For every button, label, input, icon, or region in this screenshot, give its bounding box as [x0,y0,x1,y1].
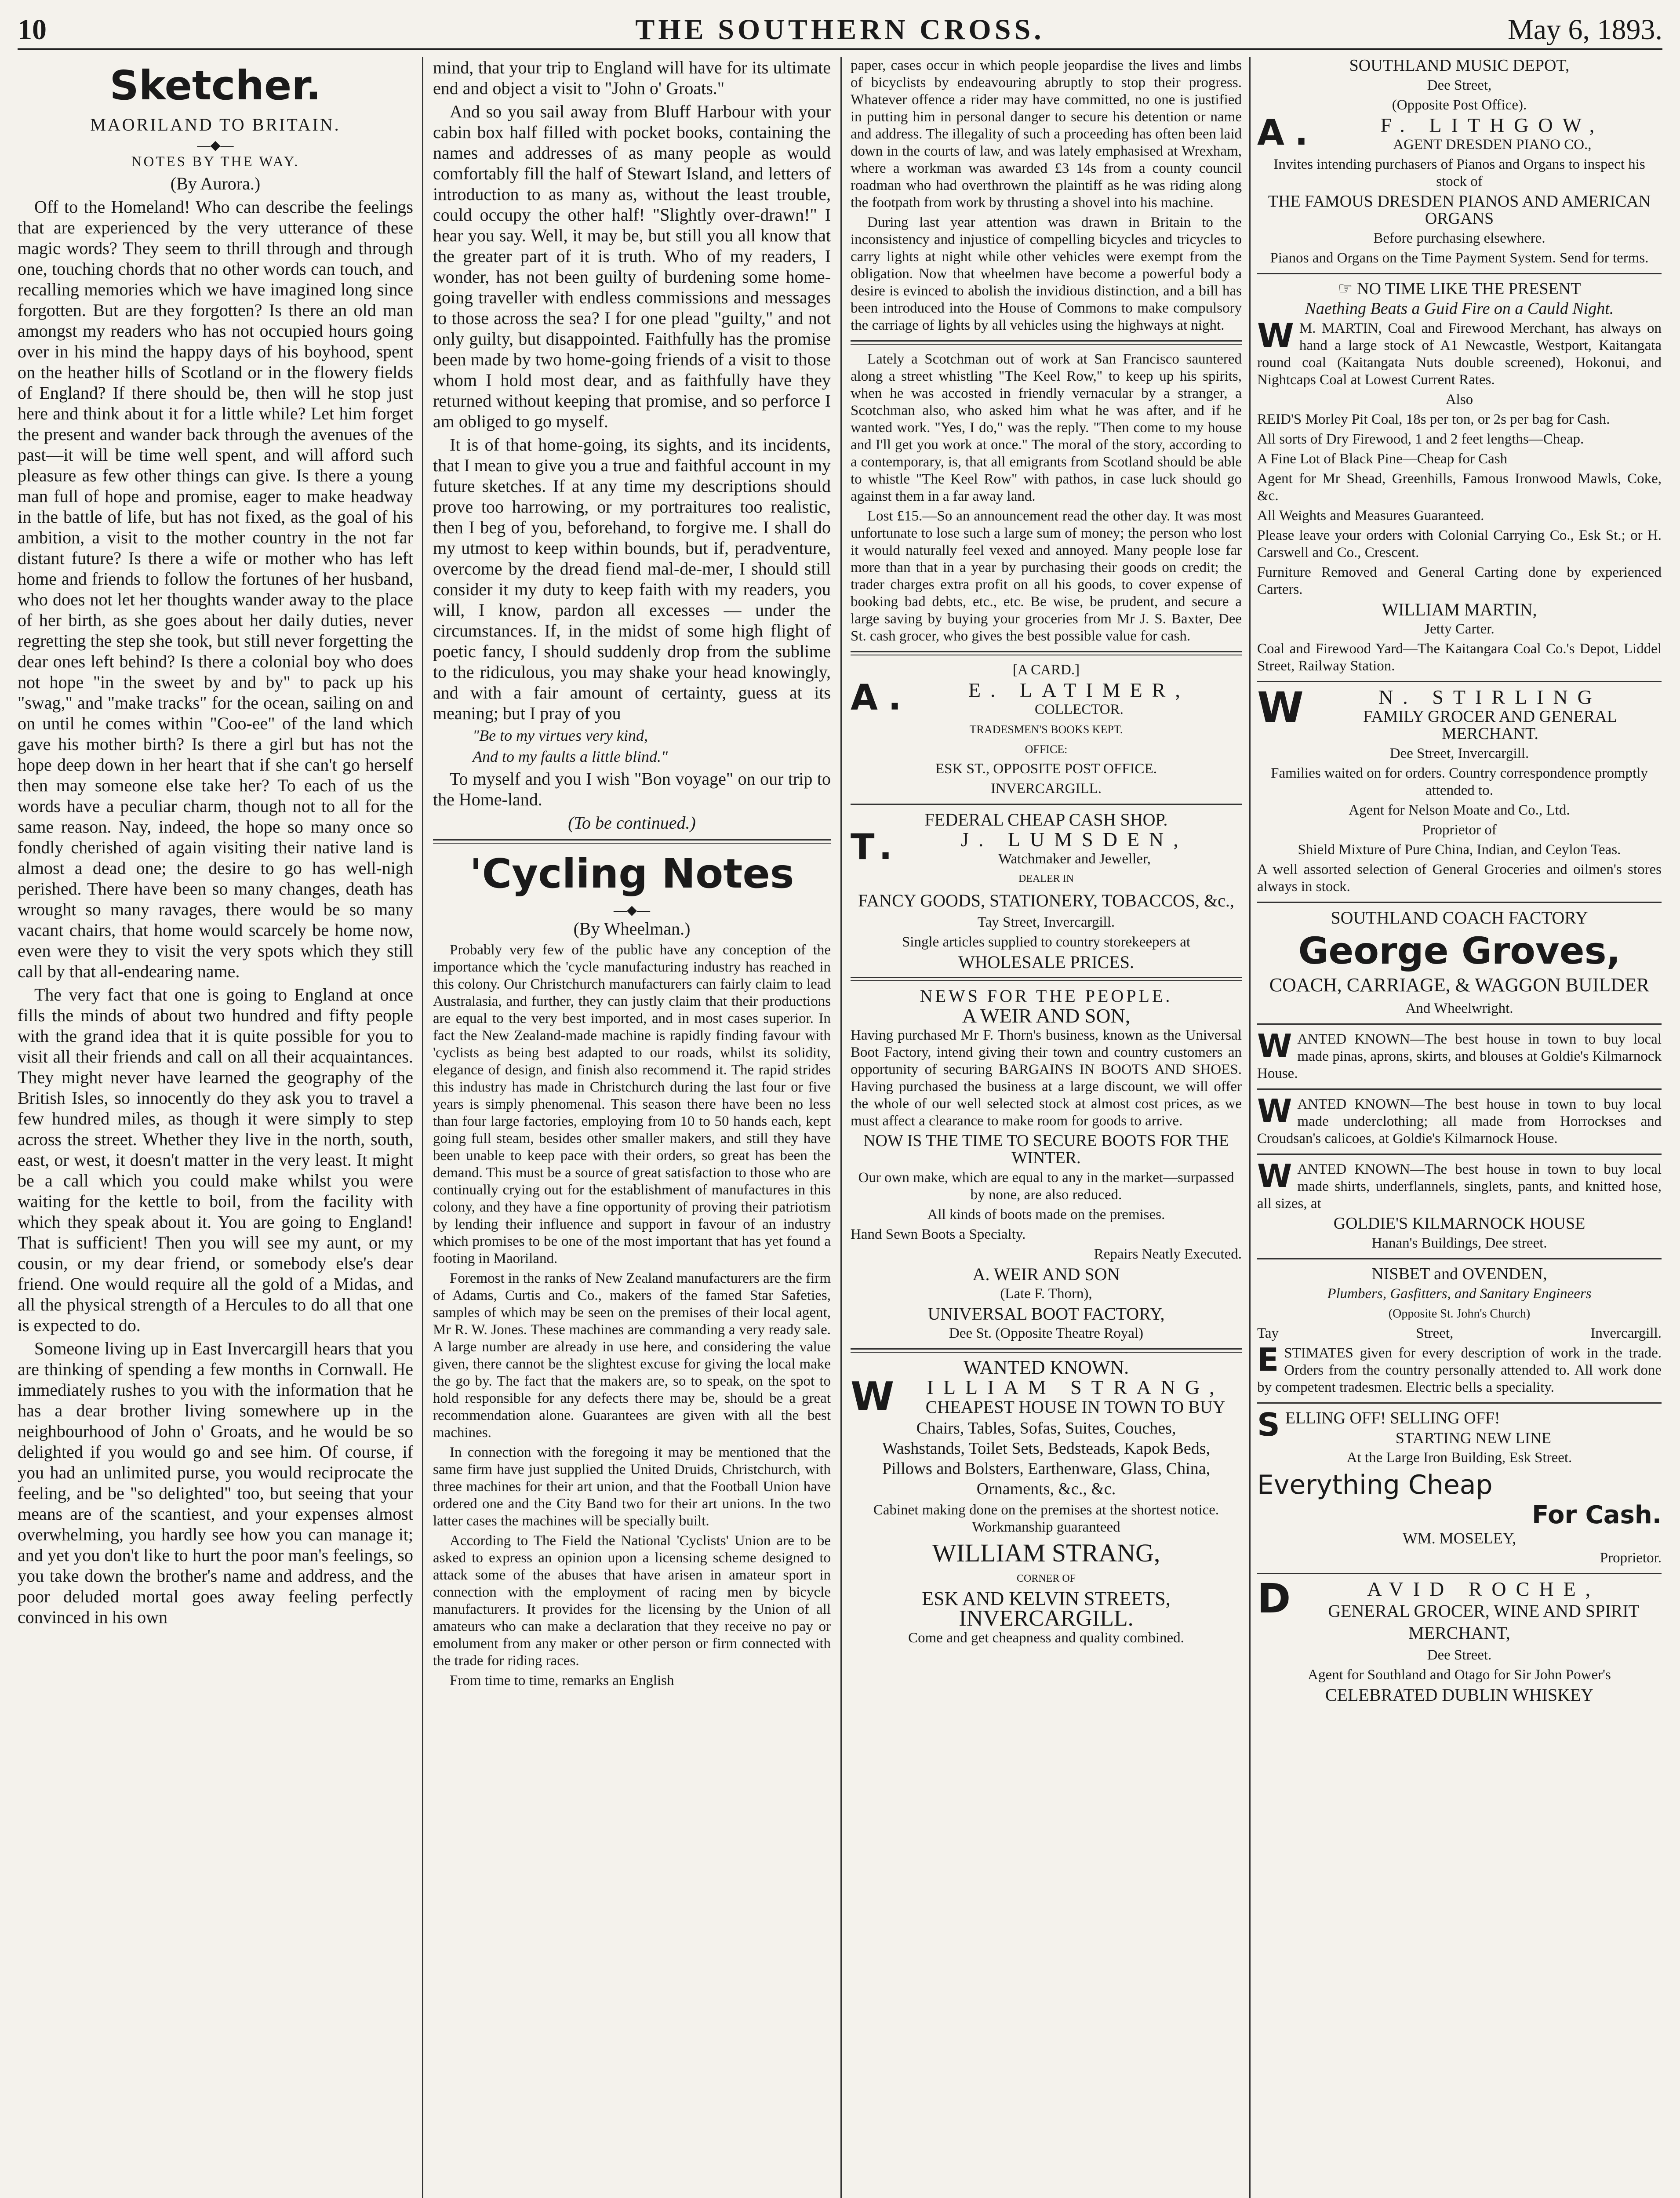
article-title: MAORILAND TO BRITAIN. [90,115,341,135]
ad-line: Please leave your orders with Colonial Carrying Co., Esk St.; or H. Carswell and Co., Crescent. [1257,528,1662,560]
column-rule [1249,57,1251,2198]
divider [1257,1258,1662,1259]
ad-trade: COACH, CARRIAGE, & WAGGON BUILDER [1269,974,1650,996]
ad-body: ANTED KNOWN—The best house in town to buy local made shirts, underflannels, singlets, pants, and knitted hose, all sizes, at [1257,1161,1662,1212]
strang-ad [851,1359,1242,1647]
ad-selling: ELLING OFF! SELLING OFF! [1285,1409,1500,1427]
ad-line: All sorts of Dry Firewood, 1 and 2 feet lengths—Cheap. [1257,431,1584,447]
ad-line: Also [1445,392,1473,408]
ad-line: Dee Street, [1427,77,1492,93]
paragraph: It is of that home-going, its sights, and its incidents, that I mean to give you a true and faithful account in my future sketches. If at any time my descriptions should prove too harrowing, or my portraitures too realistic, then I beg of you, beforehand, to forgive me. I shall do my utmost to keep within bounds, but if, peradventure, overcome by the dread fiend mal-de-mer, I should still consider it my duty to keep faith with my readers, you will, I know, pardon all excesses — under the circumstances. If, in the midst of some high flight of poetic fancy, I should suddenly drop from the sublime to the ridiculous, you may shake your head knowingly, and with a fair amount of certainty, guess at its meaning; but I pray of you [433,435,831,723]
ad-initial: A. [1257,112,1318,153]
paragraph: From time to time, remarks an English [450,1673,674,1689]
ad-line: NOW IS THE TIME TO SECURE BOOTS FOR THE WINTER. [863,1132,1229,1167]
ad-line: Dee St. (Opposite Theatre Royal) [949,1325,1144,1341]
divider [1257,1402,1662,1404]
stirling-ad [1257,683,1662,895]
divider [851,1348,1242,1353]
ad-line: And Wheelwright. [1405,1001,1513,1016]
ad-card-label: [A CARD.] [1012,662,1080,678]
ad-body: ANTED KNOWN—The best house in town to buy local made pinas, aprons, skirts, and blouses at Goldie's Kilmarnock House. [1257,1031,1662,1081]
article-subtitle: NOTES BY THE WAY. [131,154,300,170]
ad-line: THE FAMOUS DRESDEN PIANOS AND AMERICAN ORGANS [1268,192,1651,228]
divider [1257,1573,1662,1574]
weir-ad [851,987,1242,1342]
ad-trade: Watchmaker and Jeweller, [998,851,1151,867]
ad-line: Before purchasing elsewhere. [1373,230,1545,246]
ad-line: Proprietor of [1422,822,1497,838]
ad-line: REID'S Morley Pit Coal, 18s per ton, or 2s per bag for Cash. [1257,411,1610,427]
ad-header: FEDERAL CHEAP CASH SHOP. [924,810,1168,830]
ad-line: Repairs Neatly Executed. [1094,1246,1242,1262]
page-number: 10 [18,14,47,46]
paragraph: During last year attention was drawn in Britain to the inconsistency and injustice of compelling bicycles and tricycles to carry lights at night while other vehicles were exempt from the obligation. Now that wheelmen have become a powerful body a desire is evinced to abolish the invidious distinction, and a bill has been introduced into the House of Commons to make compulsory the carriage of lights by all vehicles using the highways at night. [851,215,1242,333]
ad-line: (Opposite Post Office). [1392,97,1527,113]
ad-line: Hanan's Buildings, Dee street. [1371,1235,1547,1251]
divider [1257,1154,1662,1155]
ad-line: A well assorted selection of General Groceries and oilmen's stores always in stock. [1257,862,1662,895]
roche-ad [1257,1575,1662,1705]
ad-initial: W [851,1374,904,1420]
column-2 [433,57,831,2198]
paragraph: mind, that your trip to England will have for its ultimate end and object a visit to "John o' Groats." [433,58,831,98]
poem-line: "Be to my virtues very kind, [473,727,648,744]
ad-line: Proprietor. [1600,1550,1662,1566]
ad-initial: W [1257,316,1294,355]
column-1 [18,57,413,2198]
martin-ad [1257,280,1662,675]
ad-line: AGENT DRESDEN PIANO CO., [1393,137,1592,153]
paragraph: To myself and you I wish "Bon voyage" on our trip to the Home-land. [433,769,831,809]
paragraph: Someone living up in East Invercargill hears that you are thinking of spending a few months in Cornwall. He immediately rushes to you with the information that he has a dear brother living somewhere up in the neighbourhood of John o' Groats, and he would be so delighted if you would go and see him. Of course, if you had an unlimited purse, you would reciprocate the feeling, and be "so delighted" too, but seeing that your means are of the scantiest, and your expenses almost overwhelming, you hardly see how you can manage it; and yet you don't like to hurt the poor man's feelings, so you take down the brother's name and address, and the poor deluded mortal goes away feeling perfectly convinced in his own [18,1339,413,1627]
divider [851,804,1242,805]
paragraph: According to The Field the National 'Cyclists' Union are to be asked to express an opinion upon a licensing scheme designed to attack some of the abuses that have arisen in amateur sport in connection with the employment of racing men by bicycle manufacturers. It provides for the licensing by the Union of all amateurs who can make a declaration that they receive no pay or emolument from any maker or other person or firm connected with the trade for riding races. [433,1533,831,1669]
ad-initial: W [1257,1092,1292,1129]
ad-trade: Plumbers, Gasfitters, and Sanitary Engineers [1327,1286,1592,1302]
ad-cheap: Everything Cheap [1257,1470,1493,1500]
column-rule [422,57,423,2198]
ad-line: TRADESMEN'S BOOKS KEPT. [969,723,1123,736]
continued-note: (To be continued.) [568,813,696,833]
paragraph: paper, cases occur in which people jeopardise the lives and limbs of bicyclists by endeavouring abruptly to stop their progress. Whatever offence a rider may have committed, no one is justified in putting him in personal danger to secure his detention or name and address. The illegality of such a proceeding has often been laid down in the courts of law, and was lately emphasised at Wrexham, where a workman was awarded £3 14s from a county council roadman who had overthrown the plaintiff as he was riding along the footpath from work by thrusting a shovel into his machine. [851,58,1242,211]
music-depot-ad [1257,57,1662,267]
ad-line: Shield Mixture of Pure China, Indian, and Ceylon Teas. [1298,842,1621,858]
ad-header [1257,280,1662,298]
ad-trade: GENERAL GROCER, WINE AND SPIRIT MERCHANT, [1328,1601,1640,1643]
ad-line: Furniture Removed and General Carting done by experienced Carters. [1257,564,1662,597]
newspaper-title: THE SOUTHERN CROSS. [635,14,1045,46]
divider [851,340,1242,345]
divider [851,651,1242,655]
paragraph: Lost £15.—So an announcement read the other day. It was most unfortunate to lose such a large sum of money; the person who lost it would naturally feel vexed and annoyed. Many people lose far more than that in a year by purchasing their goods on credit; the trader charges extra profit on all his goods, to cover expense of booking bad debts, etc., etc. Be wise, be prudent, and secure a large saving by buying your groceries from Mr J. S. Baxter, Dee St. cash grocer, who gives the best possible value for cash. [851,508,1242,644]
ad-body: M. MARTIN, Coal and Firewood Merchant, has always on hand a large stock of A1 Newcastle, Westport, Kaitangata round coal (Kaitangata Nuts double screened), Hokonui, and Nightcaps Coal at Lowest Current Rates. [1257,320,1662,388]
ad-name: ILLIAM STRANG, [927,1376,1224,1398]
ad-line: Pianos and Organs on the Time Payment System. Send for terms. [1270,250,1649,266]
ad-initial: W [1257,683,1313,732]
ad-line: Dee Street, Invercargill. [1389,746,1529,761]
latimer-ad [851,662,1242,797]
ad-prices: WHOLESALE PRICES. [958,952,1134,972]
ad-goods: FANCY GOODS, STATIONERY, TOBACCOS, &c., [858,891,1234,910]
ad-line: All kinds of boots made on the premises. [927,1207,1165,1223]
ad-town: Invercargill. [1590,1325,1662,1341]
ad-initial: W [1257,1157,1292,1194]
ad-name: J. LUMSDEN, [961,828,1188,851]
ad-name: George Groves, [1298,929,1621,972]
goldie-ad [1257,1027,1662,1252]
ad-line: (Late F. Thorn), [1000,1286,1092,1302]
ad-initial: A. [851,677,911,718]
ad-sign: WM. MOSELEY, [1402,1529,1516,1547]
paragraph: Lately a Scotchman out of work at San Francisco sauntered along a street whistling "The Keel Row," to keep up his spirits, when he was accosted in friendly vernacular by a stranger, a Scotchman also, who asked him what he was after, and if he wanted work. "Yes, I do," was the reply. "Then come to my house and I'll get you work at once." The moral of the story, according to a contemporary, is, that all emigrants from Scotland should be able to whistle "The Keel Row" with pathos, in case luck should go against them in a far away land. [851,351,1242,504]
ad-initial: E [1257,1341,1279,1378]
paragraph: Off to the Homeland! Who can describe the feelings that are experienced by the very utterance of these magic words? They seem to thrill through and through one, touching chords that no other words can touch, and recalling memories which we have imagined long since forgotten. But are they forgotten? Is there an old man amongst my readers who has not occupied hours going over in his mind the happy days of his boyhood, spent on the heather hills of Scotland or in the flowery fields of England? If there should be, then will he stop just here and think about it for a little while? Let him forget the present and wander back through the avenues of the past—it will be time well spent, and will afford such pleasure as few other things can give. Is there a young man full of hope and promise, eager to make headway in the battle of life, but has not fixed, as the goal of his ambition, a visit to the mother country in the not far distant future? Is there a wife or mother who has left home and friends to follow the fortunes of her husband, who does not let her thoughts wander away to the place of her birth, as she goes about her daily duties, never regretting the step she took, but still never forgetting the dear ones left behind? Is there a colonial boy who does not hope "in the sweet by and by" to pack up his "swag," and "make tracks" for the ocean, sailing on and on until he comes within "Coo-ee" of the land which gave his mother birth? Is there a girl but has not the hope deep down in her heart that if she can't go herself then may someone else take her? To each of us the words have a peculiar charm, though not to all for the same reason. Nay, indeed, the hope so many once so fondly cherished of again visiting their native land is almost a dead one; the desire to go has well-nigh perished. There have been so many changes, death has wrought so many ravages, there would be so many vacant chairs, that home would scarcely be home now, even were they to visit the very spots which they still call by that all-endearing name. [18,197,413,981]
column-rule [840,57,842,2198]
issue-date: May 6, 1893. [1508,14,1662,46]
ad-line: Our own make, which are equal to any in the market—surpassed by none, are also reduced. [858,1170,1234,1203]
ad-name: F. LITHGOW, [1380,114,1604,136]
nisbet-ad [1257,1266,1662,1396]
ad-sign: WILLIAM STRANG, [932,1539,1160,1567]
ad-line: STARTING NEW LINE [1395,1429,1552,1447]
ad-line: Agent for Nelson Moate and Co., Ltd. [1349,802,1570,818]
ad-line: A Fine Lot of Black Pine—Cheap for Cash [1257,451,1508,467]
ad-line: Agent for Mr Shead, Greenhills, Famous Ironwood Mawls, Coke, &c. [1257,471,1662,504]
ad-tag: CHEAPEST HOUSE IN TOWN TO BUY [925,1397,1225,1417]
byline: (By Aurora.) [170,174,261,193]
ad-town: INVERCARGILL. [990,781,1102,797]
ad-name: AVID ROCHE, [1367,1578,1600,1600]
ad-line: CORNER OF [1016,1573,1076,1584]
ad-sign: GOLDIE'S KILMARNOCK HOUSE [1333,1214,1585,1233]
ad-line: ESK AND KELVIN STREETS, [922,1588,1171,1609]
groves-ad [1257,909,1662,1017]
ad-line: Coal and Firewood Yard—The Kaitangara Coal Co.'s Depot, Liddel Street, Railway Station. [1257,641,1662,674]
ad-header-text: NO TIME LIKE THE PRESENT [1357,280,1581,298]
ad-header: NEWS FOR THE PEOPLE. [920,986,1173,1006]
ad-line: Cabinet making done on the premises at the shortest notice. Workmanship guaranteed [873,1502,1219,1535]
paragraph: In connection with the foregoing it may be mentioned that the same firm have just supplied the United Druids, Christchurch, with three machines for their art union, and that the Football Union have ordered one and the City Band two for their art unions. In the two latter cases the machines will be specially built. [433,1445,831,1529]
paragraph: And so you sail away from Bluff Harbour with your cabin box half filled with pocket books, containing the names and addresses of as many people as would comfortably fill the half of Stewart Island, and letters of introduction to as many as, without the least trouble, could occupy the other half! "Slightly over-drawn!" I hear you say. Well, it may be, but still you all know that the greater part of it is truth. Who of my readers, I wonder, has not been guilty of burdening some home-going traveller with endless commissions and messages to those across the sea? I for one plead "guilty," and not only guilty, but disappointed. Faithfully has the promise been made by two home-going friends of a visit to those whom I hold most dear, and as faithfully have they returned without keeping that promise, and so perforce I am obliged to go myself. [433,102,831,431]
ad-name: N. STIRLING [1378,686,1602,708]
ad-address: ESK ST., OPPOSITE POST OFFICE. [935,761,1157,777]
ad-initial: S [1257,1406,1280,1443]
ad-header: WANTED KNOWN. [963,1357,1129,1378]
ad-title: COLLECTOR. [1034,702,1124,717]
moseley-ad [1257,1406,1662,1567]
ad-street: Tay Street, [1257,1325,1454,1341]
ad-line: (Opposite St. John's Church) [1388,1307,1531,1321]
ad-address: Tay Street, Invercargill. [977,914,1115,930]
masthead [18,9,1662,50]
ad-motto: Naething Beats a Guid Fire on a Cauld Night. [1305,299,1614,318]
ad-sign: A. WEIR AND SON [972,1264,1120,1284]
ad-line: DEALER IN [1018,873,1074,884]
ad-trade: FAMILY GROCER AND GENERAL MERCHANT. [1363,707,1617,743]
ad-line: Come and get cheapness and quality combined. [908,1630,1184,1646]
ad-name: A WEIR AND SON, [962,1004,1131,1027]
divider [1257,902,1662,903]
ad-line: OFFICE: [1025,743,1068,756]
ad-items: Chairs, Tables, Sofas, Suites, Couches, Washstands, Toilet Sets, Bedsteads, Kapok Beds, Pillows and Bolsters, Earthenware, Glass, China, Ornaments, &c., &c. [882,1419,1211,1498]
ad-line: At the Large Iron Building, Esk Street. [1346,1450,1572,1466]
paragraph: Foremost in the ranks of New Zealand manufacturers are the firm of Adams, Curtis and Co., makers of the famed Star Safeties, samples of which may be seen on the premises of their local agent, Mr R. W. Jones. These machines are commanding a very ready sale. A large number are already in use here, and considering the value given, there cannot be the slightest excuse for giving the local make the go by. The fact that the makers are, so to speak, on the spot to hold responsible for any defects there may be, should be a great recommendation alone. Guarantees are given with all the best machines. [433,1270,831,1441]
ad-line: Dee Street. [1427,1647,1492,1663]
byline: (By Wheelman.) [573,919,691,939]
ad-line: INVERCARGILL. [959,1606,1134,1631]
divider [1257,273,1662,274]
pointing-hand-icon: ☞ [1338,280,1357,298]
paragraph: The very fact that one is going to England at once fills the minds of about two hundred and fifty people with the grand idea that it is quite possible for you to visit all their friends and call on all their acquaintances. They might never have learned the geography of the British Isles, so innocently do they ask you to travel a few hundred miles, as though it were simply to step across the street. Whether they live in the north, south, east, or west, it doesn't matter in the very least. It might be a call which you could make whilst you were waiting for the kettle to boil, from the facility with which they speak about it. You are going to England! That is sufficient! Then you will see my aunt, or my cousin, or my dear friend, or somebody else's dear friend. One would require all the gold of a Midas, and all the physical strength of a Hercules to do all that one is expected to do. [18,985,413,1335]
ad-note: Single articles supplied to country storekeepers at [902,934,1191,950]
ad-cash: For Cash. [1532,1501,1662,1529]
ad-sign: WILLIAM MARTIN, [1382,600,1537,619]
paragraph: Probably very few of the public have any conception of the importance which the 'cycle manufacturing industry has reached in this colony. Our Christchurch manufacturers can fairly claim to lead Australasia, and further, they can justly claim that their productions are equal to the very best imported, and in most cases superior. In fact the New Zealand-made machine is rapidly finding favour with 'cyclists as being best adapted to our roads, whilst its solidity, elegance of design, and finish also recommend it. The rapid strides this industry has made in Christchurch during the last four or five years is simply phenomenal. This season there have been no less than four large factories, employing from 10 to 50 hands each, kept going full steam, besides other smaller makers, and still they have been unable to keep pace with their orders, so great has been the demand. This must be a source of great satisfaction to those who are continually crying out for the establishment of manufactures in this colony, and they have a fine opportunity of proving their patriotism by lending their influence and support in favour of an industry which promises to be one of the most important that has yet found a footing in Maoriland. [433,942,831,1266]
divider [1257,681,1662,682]
ad-initial: D [1257,1575,1301,1622]
ad-body: STIMATES given for every description of work in the trade. Orders from the country personally attended to. All work done by competent tradesmen. Electric bells a speciality. [1257,1345,1662,1395]
lumsden-ad [851,811,1242,971]
ad-line: Agent for Southland and Otago for Sir John Power's [1308,1667,1611,1683]
section-heading: Sketcher. [109,62,321,109]
ad-initial: T. [851,826,902,867]
ad-line: Hand Sewn Boots a Specialty. [851,1226,1026,1242]
column-4 [1257,57,1662,2198]
ad-line: CELEBRATED DUBLIN WHISKEY [1325,1685,1594,1705]
divider [1257,1023,1662,1025]
divider [433,839,831,844]
ad-line: Invites intending purchasers of Pianos and Organs to inspect his stock of [1273,156,1645,189]
ad-line: All Weights and Measures Guaranteed. [1257,508,1484,524]
ad-header: SOUTHLAND MUSIC DEPOT, [1349,57,1570,75]
ad-name: E. LATIMER, [968,679,1190,701]
ad-body: ANTED KNOWN—The best house in town to buy local made underclothing; all made from Horrockses and Croudsan's calicoes, at Goldie's Kilmarnock House. [1257,1096,1662,1146]
ad-line: Families waited on for orders. Country correspondence promptly attended to. [1271,765,1648,798]
ad-line: UNIVERSAL BOOT FACTORY, [927,1304,1165,1324]
ad-body: Having purchased Mr F. Thorn's business, known as the Universal Boot Factory, intend giving their town and country customers an opportunity of securing BARGAINS IN BOOTS AND SHOES. Having purchased the business at a large discount, we will offer the whole of our well selected stock at almost cost prices, as we must affect a clearance to make room for goods to arrive. [851,1027,1242,1129]
divider [851,977,1242,981]
section-heading: 'Cycling Notes [469,850,794,897]
poem-line: And to my faults a little blind." [473,748,668,765]
ornament-divider: —◆— [197,138,234,153]
ad-header: SOUTHLAND COACH FACTORY [1331,908,1588,928]
divider [1257,1088,1662,1090]
ornament-divider: —◆— [613,903,651,917]
ad-name: NISBET and OVENDEN, [1371,1265,1547,1283]
column-3 [851,57,1242,2198]
ad-line: Jetty Carter. [1424,621,1495,637]
ad-initial: W [1257,1027,1292,1064]
